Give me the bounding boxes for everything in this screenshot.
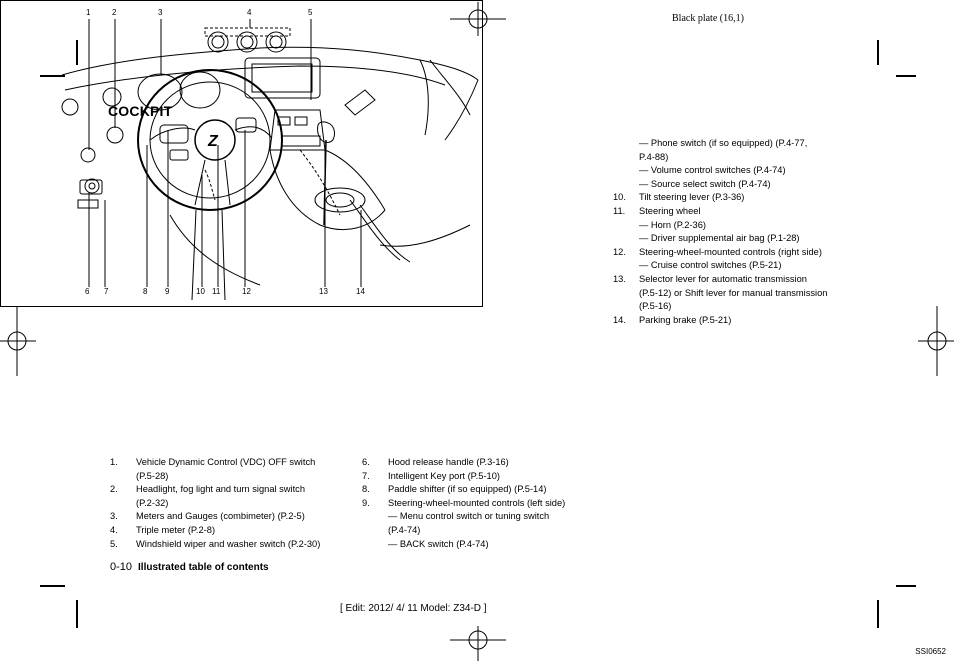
registration-mark [918,306,954,376]
item-number: 5. [110,538,118,549]
callout-label: 6 [85,287,90,296]
item-text: (P.5-16) [639,301,672,312]
callout-label: 7 [104,287,109,296]
crop-mark [877,600,879,628]
item-text: Triple meter (P.2-8) [136,524,216,535]
item-number: 6. [362,457,370,467]
list-item [613,273,853,314]
item-number: 9. [362,497,370,508]
page-footer [110,561,269,573]
item-number: 7. [362,470,370,481]
item-number: 2. [110,484,118,495]
item-text: (P.5-28) [136,470,169,481]
item-text: Selector lever for automatic transmission [639,273,807,284]
callout-label: 4 [247,8,252,17]
item-text: Hood release handle (P.3-16) [388,457,509,467]
list-subitem: — Horn (P.2-36) [639,219,706,230]
list-subitem: — Driver supplemental air bag (P.1-28) [639,233,800,244]
item-number: 4. [110,524,118,535]
callout-label: 12 [242,287,251,296]
list-item [362,470,602,484]
item-text: Steering-wheel-mounted controls (left side) [388,497,566,508]
item-text: (P.5-12) or Shift lever for manual transmission [639,287,828,298]
figure-code: SSI0652 [915,647,946,656]
callout-label: 10 [196,287,205,296]
edit-info: [ Edit: 2012/ 4/ 11 Model: Z34-D ] [340,603,487,614]
list-item [110,538,350,552]
item-text: Steering-wheel-mounted controls (right side) [639,246,822,257]
item-number: 12. [613,246,626,257]
callout-label: 13 [319,287,328,296]
list-subitem: P.4-88) [639,151,669,162]
list-item [613,246,853,260]
item-text: Meters and Gauges (combimeter) (P.2-5) [136,511,305,522]
callout-label: 5 [308,8,313,17]
crop-mark [877,40,879,65]
page-number: 0-10 [110,561,133,573]
callout-label: 8 [143,287,148,296]
list-item [613,191,853,205]
item-number: 11. [613,205,626,216]
callout-label: 2 [112,8,117,17]
list-subitem: (P.4-74) [388,524,421,535]
section-title: COCKPIT [108,103,173,119]
list-item [613,205,853,219]
item-number: 14. [613,314,626,325]
cockpit-drawing [0,0,483,307]
list-subitem: — BACK switch (P.4-74) [388,538,489,549]
crop-mark [896,75,916,77]
plate-label: Black plate (16,1) [672,13,744,24]
list-subitem: — Cruise control switches (P.5-21) [639,260,782,271]
list-item [362,456,602,470]
callout-label: 14 [356,287,365,296]
item-text: Parking brake (P.5-21) [639,314,732,325]
item-text: Steering wheel [639,205,701,216]
item-number: 13. [613,273,626,284]
item-number: 1. [110,457,118,467]
registration-mark [450,626,506,661]
callout-list-left [110,456,350,551]
crop-mark [40,585,65,587]
list-item [613,314,853,328]
list-item [110,524,350,538]
callout-label: 9 [165,287,170,296]
list-item [110,510,350,524]
registration-mark [0,306,36,376]
footer-title: Illustrated table of contents [138,562,269,573]
list-item [110,483,350,510]
list-item [362,497,602,511]
list-item [110,456,350,483]
callout-label: 1 [86,8,91,17]
crop-mark [896,585,916,587]
svg-text:Z: Z [208,133,218,150]
list-subitem: — Source select switch (P.4-74) [639,178,771,189]
list-subitem: — Volume control switches (P.4-74) [639,165,786,176]
callout-label: 11 [212,287,221,296]
list-item [362,483,602,497]
list-subitem: — Phone switch (if so equipped) (P.4-77, [639,138,808,148]
item-text: Paddle shifter (if so equipped) (P.5-14) [388,484,547,495]
callout-list-right [613,137,853,327]
list-subitem: — Menu control switch or tuning switch [388,511,550,522]
item-text: Windshield wiper and washer switch (P.2-30) [136,538,321,549]
item-number: 8. [362,484,370,495]
item-text: Vehicle Dynamic Control (VDC) OFF switch [136,457,316,467]
item-text: Headlight, fog light and turn signal switch [136,484,305,495]
callout-label: 3 [158,8,163,17]
item-number: 10. [613,192,626,203]
item-number: 3. [110,511,118,522]
item-text: Tilt steering lever (P.3-36) [639,192,745,203]
item-text: (P.2-32) [136,497,169,508]
callout-list-middle [362,456,602,551]
item-text: Intelligent Key port (P.5-10) [388,470,500,481]
crop-mark [76,600,78,628]
